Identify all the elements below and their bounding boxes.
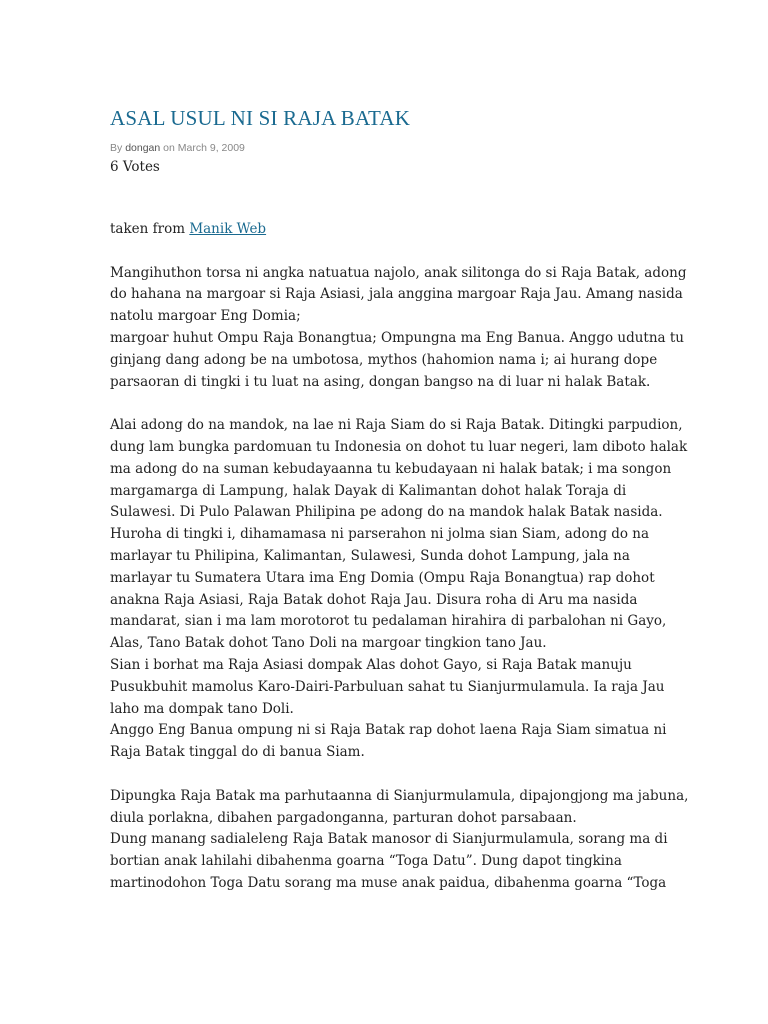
paragraph [110, 263, 695, 394]
paragraph-line: Huroha di tingki i, dihamamasa ni parserahon ni jolma sian Siam, adong do na marlayar tu Philipina, Kalimantan, Sulawesi, Sunda dohot Lampung, jala na marlayar tu Sumatera Utara ima Eng Domia (Ompu Raja Bonangtua) rap dohot anakna Raja Asiasi, Raja Batak dohot Raja Jau. Disura roha di Aru ma nasida mandarat, sian i ma lam morotorot tu pedalaman hirahira di parbalohan ni Gayo, Alas, Tano Batak dohot Tano Doli na margoar tingkion tano Jau. [110, 526, 667, 652]
paragraph-line: Dung manang sadialeleng Raja Batak manosor di Sianjurmulamula, sorang ma di bortian anak lahilahi dibahenma goarna “Toga Datu”. Dung dapot tingkina martinodohon Toga Datu sorang ma muse anak paidua, dibahenma goarna “Toga [110, 831, 668, 891]
on-label: on [163, 142, 175, 154]
paragraph-line: Alai adong do na mandok, na lae ni Raja Siam do si Raja Batak. Ditingki parpudion, dung lam bungka pardomuan tu Indonesia on dohot tu luar negeri, lam diboto halak ma adong do na suman kebudayaanna tu kebudayaan ni halak batak; i ma songon margamarga di Lampung, halak Dayak di Kalimantan dohot halak Toraja di Sulawesi. Di Pulo Palawan Philipina pe adong do na mandok halak Batak nasida. [110, 417, 688, 521]
post-date: March 9, 2009 [177, 142, 245, 154]
author-link[interactable]: dongan [125, 142, 161, 154]
paragraph [110, 415, 695, 764]
source-link[interactable]: Manik Web [189, 221, 267, 237]
paragraph-line: Mangihuthon torsa ni angka natuatua najolo, anak silitonga do si Raja Batak, adong do hahana na margoar si Raja Asiasi, jala anggina margoar Raja Jau. Amang nasida natolu margoar Eng Domia; [110, 264, 687, 325]
paragraph [110, 786, 695, 895]
article-title: ASAL USUL NI SI RAJA BATAK [110, 106, 411, 130]
article-body [110, 219, 695, 895]
by-label: By [110, 142, 123, 154]
article-meta [110, 142, 695, 154]
paragraph-line: Sian i borhat ma Raja Asiasi dompak Alas dohot Gayo, si Raja Batak manuju Pusukbuhit mamolus Karo-Dairi-Parbuluan sahat tu Sianjurmulamula. Ia raja Jau laho ma dompak tano Doli. [110, 656, 665, 717]
article [110, 96, 695, 917]
source-line [110, 219, 695, 241]
votes-count: 6 Votes [110, 159, 160, 175]
paragraph-line: Anggo Eng Banua ompung ni si Raja Batak rap dohot laena Raja Siam simatua ni Raja Batak tinggal do di banua Siam. [110, 722, 667, 761]
source-prefix: taken from [110, 221, 186, 237]
paragraph-line: margoar huhut Ompu Raja Bonangtua; Ompungna ma Eng Banua. Anggo udutna tu ginjang dang adong be na umbotosa, mythos (hahomion nama i; ai hurang dope parsaoran di tingki i tu luat na asing, dongan bangso na di luar ni halak Batak. [110, 329, 684, 390]
paragraph-line: Dipungka Raja Batak ma parhutaanna di Sianjurmulamula, dipajongjong ma jabuna, diula porlakna, dibahen pargadonganna, parturan dohot parsabaan. [110, 787, 689, 826]
